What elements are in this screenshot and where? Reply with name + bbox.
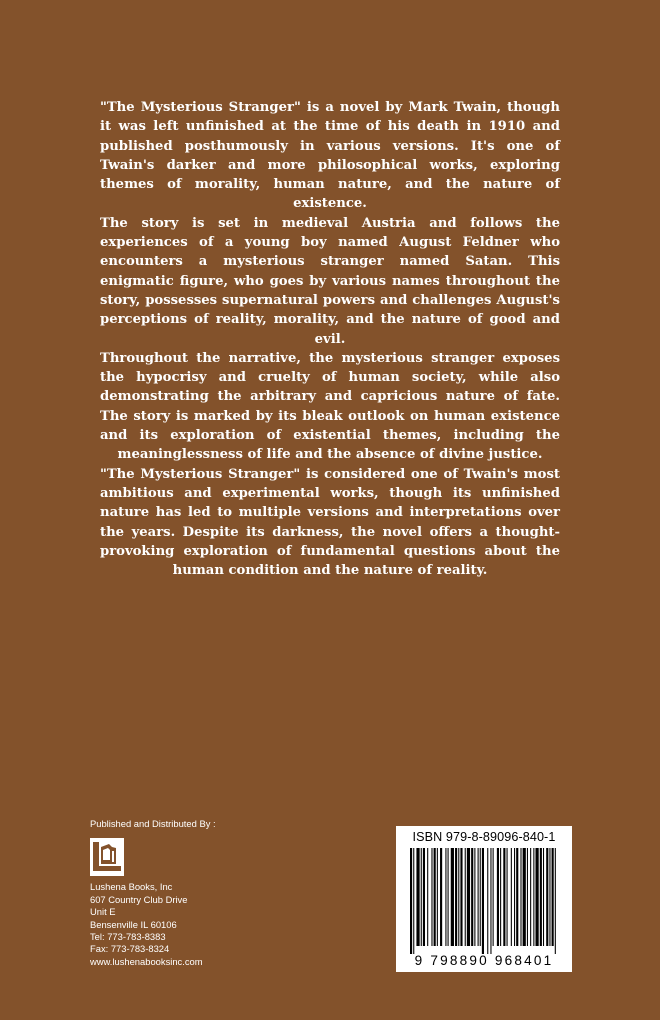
barcode-icon — [406, 848, 562, 954]
barcode-bar — [507, 848, 508, 946]
barcode-bar — [478, 848, 479, 946]
barcode-bar — [543, 848, 544, 946]
barcode-bar — [552, 848, 554, 946]
barcode-bar — [451, 848, 454, 946]
barcode-bar — [523, 848, 526, 946]
publisher-info — [90, 818, 330, 968]
barcode-bar — [540, 848, 542, 946]
barcode-bar — [487, 848, 488, 954]
barcode-bar — [467, 848, 470, 946]
publisher-website: www.lushenabooksinc.com — [90, 955, 203, 967]
barcode-bar — [535, 848, 538, 946]
publisher-address-line2: Unit E — [90, 906, 116, 918]
barcode-bar — [514, 848, 515, 946]
barcode-bar — [533, 848, 534, 946]
barcode-bar — [500, 848, 501, 946]
barcode-bar — [434, 848, 436, 946]
barcode-bar — [423, 848, 425, 946]
description-paragraph-4: "The Mysterious Stranger" is considered one of Twain's most ambitious and experimental works, though its unfinished nature has led to multiple versions and interpretations over the years. Despite its darkness, the novel offers a thought-provoking exploration of fundamental questions about the human condition and the nature of reality. — [100, 466, 560, 579]
barcode-bar — [490, 848, 491, 954]
publisher-name: Lushena Books, Inc — [90, 881, 173, 893]
barcode-bar — [516, 848, 518, 946]
barcode-bar — [471, 848, 473, 946]
barcode-bar — [416, 848, 419, 946]
barcode-bar — [474, 848, 475, 946]
lushena-books-logo-icon — [90, 838, 124, 876]
barcode-bar — [482, 848, 484, 954]
barcode-bar — [493, 848, 494, 946]
publisher-address-line1: 607 Country Club Drive — [90, 893, 188, 905]
description-paragraph-2: The story is set in medieval Austria and follows the experiences of a young boy named August Feldner who encounters a mysterious stranger named Satan. This enigmatic figure, who goes by various names throughout the story, possesses supernatural powers and challenges August's perceptions of reality, morality, and the nature of good and evil. — [100, 215, 560, 347]
barcode-bar — [527, 848, 528, 946]
barcode-bar — [421, 848, 422, 946]
isbn-digits: 9 798890 968401 — [414, 953, 554, 968]
description-paragraph-3: Throughout the narrative, the mysterious stranger exposes the hypocrisy and cruelty of human society, while also demonstrating the arbitrary and capricious nature of fate. The story is marked by its bleak outlook on human existence and its exploration of existential themes, including the meaninglessness of life and the absence of divine justice. — [100, 350, 560, 463]
barcode-bar — [555, 848, 556, 954]
barcode-bar — [455, 848, 457, 946]
barcode-bar — [427, 848, 428, 946]
barcode-bar — [440, 848, 442, 946]
barcode-bar — [511, 848, 512, 946]
barcode-bar — [520, 848, 521, 946]
barcode-bar — [458, 848, 459, 946]
publisher-tel: Tel: 773-783-8383 — [90, 931, 166, 943]
barcode-bar — [546, 848, 548, 946]
barcode-bar — [480, 848, 481, 946]
barcode-bar — [530, 848, 531, 946]
barcode-bar — [437, 848, 438, 946]
isbn-label: ISBN 979-8-89096-840-1 — [412, 830, 556, 844]
barcode-bar — [497, 848, 499, 946]
publisher-heading: Published and Distributed By : — [90, 818, 216, 829]
barcode-bar — [465, 848, 466, 946]
book-description — [100, 98, 560, 580]
barcode-bar — [410, 848, 412, 954]
barcode-bar — [549, 848, 550, 946]
barcode-bar — [445, 848, 446, 946]
barcode-bar — [431, 848, 432, 946]
publisher-fax: Fax: 773-783-8324 — [90, 943, 170, 955]
description-paragraph-1: "The Mysterious Stranger" is a novel by Mark Twain, though it was left unfinished at the time of his death in 1910 and published posthumously in various versions. It's one of Twain's darker and more philosophical works, exploring themes of morality, human nature, and the nature of existence. — [100, 100, 560, 212]
barcode-bar — [413, 848, 414, 954]
barcode-bar — [448, 848, 449, 946]
barcode-bar — [460, 848, 462, 946]
barcode-bar — [503, 848, 505, 946]
publisher-city: Bensenville IL 60106 — [90, 918, 177, 930]
isbn-barcode-box — [396, 826, 572, 972]
